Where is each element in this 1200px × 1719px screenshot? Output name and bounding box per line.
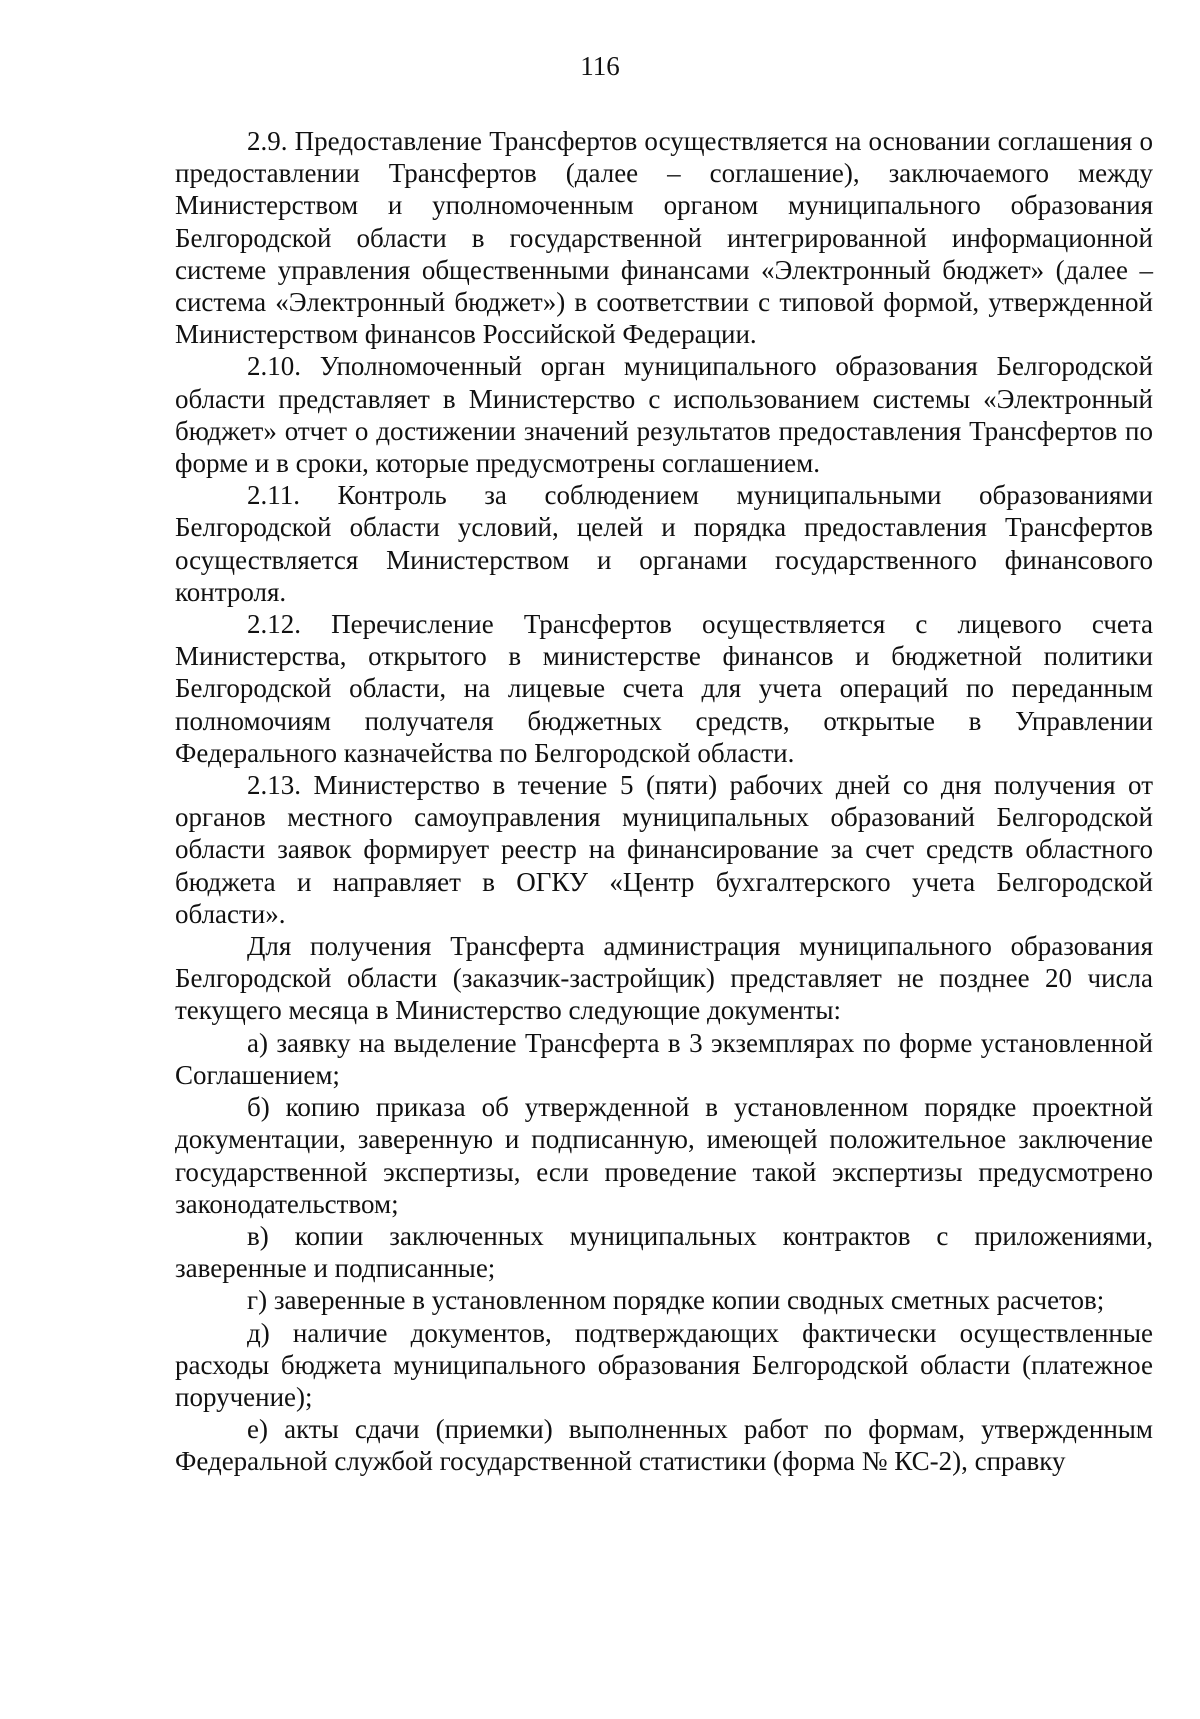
list-item-v: в) копии заключенных муниципальных контрактов с приложениями, заверенные и подписанные; bbox=[175, 1220, 1153, 1284]
paragraph-documents-intro: Для получения Трансферта администрация муниципального образования Белгородской области (заказчик-застройщик) представляет не позднее 20 числа текущего месяца в Министерство следующие документы: bbox=[175, 931, 1153, 1026]
paragraph-2-10: 2.10. Уполномоченный орган муниципального образования Белгородской области представляет в Министерство с использованием системы «Электронный бюджет» отчет о достижении значений результатов предоставления Трансфертов по форме и в сроки, которые предусмотрены соглашением. bbox=[175, 351, 1153, 479]
page-number: 116 bbox=[580, 51, 620, 81]
paragraph-2-12: 2.12. Перечисление Трансфертов осуществляется с лицевого счета Министерства, открытого в министерстве финансов и бюджетной политики Белгородской области, на лицевые счета для учета операций по переданным полномочиям получателя бюджетных средств, открытые в Управлении Федерального казначейства по Белгородской области. bbox=[175, 609, 1153, 768]
paragraph-2-11: 2.11. Контроль за соблюдением муниципальными образованиями Белгородской области условий, целей и порядка предоставления Трансфертов осуществляется Министерством и органами государственного финансового контроля. bbox=[175, 480, 1153, 607]
list-item-d: д) наличие документов, подтверждающих фактически осуществленные расходы бюджета муниципального образования Белгородской области (платежное поручение); bbox=[175, 1317, 1153, 1412]
paragraph-2-9: 2.9. Предоставление Трансфертов осуществляется на основании соглашения о предоставлении Трансфертов (далее – соглашение), заключаемого между Министерством и уполномоченным органом муниципального образования Белгородской области в государственной интегрированной информационной системе управления общественными финансами «Электронный бюджет» (далее – система «Электронный бюджет») в соответствии с типовой формой, утвержденной Министерством финансов Российской Федерации. bbox=[175, 126, 1153, 350]
document-body bbox=[175, 125, 1153, 1478]
paragraph-2-13: 2.13. Министерство в течение 5 (пяти) рабочих дней со дня получения от органов местного самоуправления муниципальных образований Белгородской области заявок формирует реестр на финансирование за счет средств областного бюджета и направляет в ОГКУ «Центр бухгалтерского учета Белгородской области». bbox=[175, 770, 1153, 929]
list-item-e: е) акты сдачи (приемки) выполненных работ по формам, утвержденным Федеральной службой государственной статистики (форма № КС-2), справку bbox=[175, 1414, 1153, 1477]
list-item-a: а) заявку на выделение Трансферта в 3 экземплярах по форме установленной Соглашением; bbox=[175, 1027, 1153, 1090]
list-item-b: б) копию приказа об утвержденной в установленном порядке проектной документации, заверенную и подписанную, имеющей положительное заключение государственной экспертизы, если проведение такой экспертизы предусмотрено законодательством; bbox=[175, 1092, 1153, 1219]
list-item-g: г) заверенные в установленном порядке копии сводных сметных расчетов; bbox=[247, 1285, 1105, 1316]
